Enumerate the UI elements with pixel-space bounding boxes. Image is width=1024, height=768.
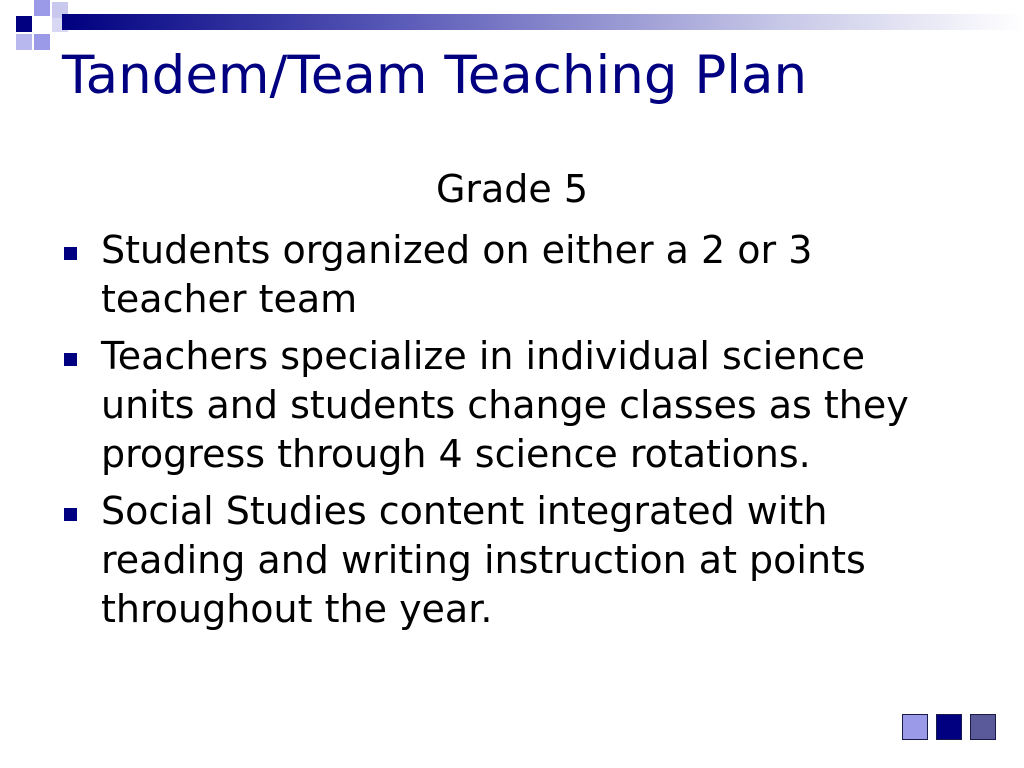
bullet-item bbox=[62, 487, 962, 634]
decor-square bbox=[34, 0, 50, 16]
decor-square bbox=[16, 34, 32, 50]
home-slide-button[interactable] bbox=[936, 714, 962, 740]
bullet-item bbox=[62, 332, 962, 479]
decor-square bbox=[16, 16, 32, 32]
slide-title: Tandem/Team Teaching Plan bbox=[62, 45, 808, 106]
bullet-item bbox=[62, 226, 962, 324]
bullet-list bbox=[62, 226, 962, 642]
square-bullet-icon bbox=[64, 353, 77, 366]
slide-navigation bbox=[902, 714, 998, 742]
square-bullet-icon bbox=[64, 247, 77, 260]
previous-slide-button[interactable] bbox=[902, 714, 928, 740]
square-bullet-icon bbox=[64, 508, 77, 521]
header-gradient-bar bbox=[62, 14, 1024, 30]
next-slide-button[interactable] bbox=[970, 714, 996, 740]
bullet-text: Teachers specialize in individual science units and students change classes as they progress through 4 science rotations. bbox=[101, 334, 909, 476]
bullet-text: Social Studies content integrated with reading and writing instruction at points throughout the year. bbox=[101, 489, 866, 631]
bullet-text: Students organized on either a 2 or 3 teacher team bbox=[101, 228, 813, 321]
slide-subtitle: Grade 5 bbox=[435, 167, 589, 211]
decor-square bbox=[34, 34, 50, 50]
